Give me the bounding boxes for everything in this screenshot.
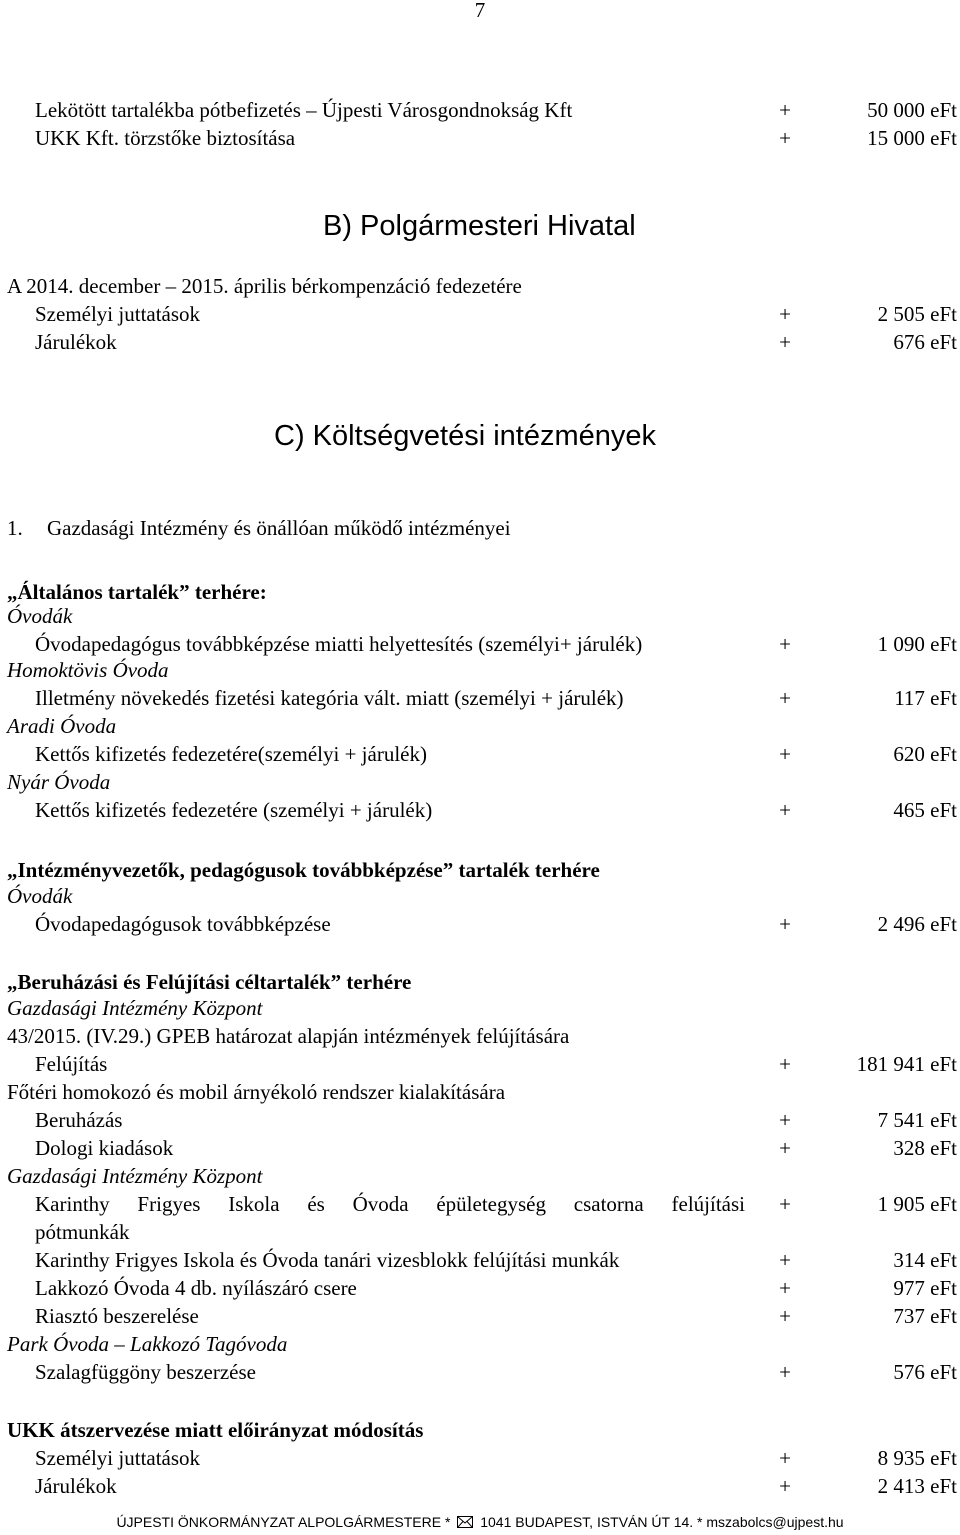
row-label: Kettős kifizetés fedezetére (személyi + járulék) xyxy=(35,798,433,822)
row-amount: 737 eFt xyxy=(893,1304,957,1328)
page-footer xyxy=(0,1512,960,1533)
row-label-continuation: pótmunkák xyxy=(35,1220,130,1244)
budget-row xyxy=(0,328,960,356)
row-label: Felújítás xyxy=(35,1052,108,1076)
row-amount: 181 941 eFt xyxy=(856,1052,957,1076)
row-sign: + xyxy=(779,1136,791,1160)
row-amount: 2 496 eFt xyxy=(877,912,957,936)
budget-row xyxy=(0,1106,960,1134)
row-sign: + xyxy=(779,1474,791,1498)
row-sign: + xyxy=(779,302,791,326)
row-sign: + xyxy=(779,98,791,122)
institution-name: Nyár Óvoda xyxy=(7,770,111,794)
row-sign: + xyxy=(779,742,791,766)
project-text: Főtéri homokozó és mobil árnyékoló rendszer kialakítására xyxy=(7,1080,506,1104)
budget-row xyxy=(0,300,960,328)
page-number: 7 xyxy=(474,0,486,22)
row-amount: 2 413 eFt xyxy=(877,1474,957,1498)
row-sign: + xyxy=(779,912,791,936)
row-label: Beruházás xyxy=(35,1108,123,1132)
row-sign: + xyxy=(779,330,791,354)
row-sign: + xyxy=(779,632,791,656)
row-amount: 620 eFt xyxy=(893,742,957,766)
institution-name: Homoktövis Óvoda xyxy=(7,658,169,682)
budget-row xyxy=(0,740,960,768)
footer-left: ÚJPESTI ÖNKORMÁNYZAT ALPOLGÁRMESTERE * xyxy=(116,1514,451,1530)
budget-row xyxy=(0,1246,960,1274)
budget-row xyxy=(0,96,960,124)
row-amount: 576 eFt xyxy=(893,1360,957,1384)
institution-name: Gazdasági Intézmény Központ xyxy=(7,1164,263,1188)
row-sign: + xyxy=(779,686,791,710)
budget-row xyxy=(0,1190,960,1218)
institution-name: Óvodák xyxy=(7,604,73,628)
row-label: Járulékok xyxy=(35,330,117,354)
row-amount: 117 eFt xyxy=(894,686,957,710)
row-amount: 328 eFt xyxy=(893,1136,957,1160)
row-amount: 7 541 eFt xyxy=(877,1108,957,1132)
budget-row xyxy=(0,1444,960,1472)
row-sign: + xyxy=(779,1192,791,1216)
institution-name: Park Óvoda – Lakkozó Tagóvoda xyxy=(7,1332,288,1356)
row-label: Riasztó beszerelése xyxy=(35,1304,199,1328)
row-amount: 15 000 eFt xyxy=(867,126,957,150)
row-label: Lekötött tartalékba pótbefizetés – Újpesti Városgondnokság Kft xyxy=(35,98,573,122)
section-b-heading: B) Polgármesteri Hivatal xyxy=(323,210,636,242)
row-label: Lakkozó Óvoda 4 db. nyílászáró csere xyxy=(35,1276,357,1300)
row-amount: 2 505 eFt xyxy=(877,302,957,326)
budget-row xyxy=(0,1472,960,1500)
resolution-text: 43/2015. (IV.29.) GPEB határozat alapján intézmények felújítására xyxy=(7,1024,570,1048)
budget-row xyxy=(0,1302,960,1330)
row-label: Óvodapedagógusok továbbképzése xyxy=(35,912,331,936)
row-label: Karinthy Frigyes Iskola és Óvoda épületegység csatorna felújítási xyxy=(35,1192,745,1216)
row-sign: + xyxy=(779,1276,791,1300)
row-sign: + xyxy=(779,1446,791,1470)
institution-name: Óvodák xyxy=(7,884,73,908)
row-amount: 676 eFt xyxy=(893,330,957,354)
row-sign: + xyxy=(779,1108,791,1132)
row-label: Szalagfüggöny beszerzése xyxy=(35,1360,256,1384)
row-label: Illetmény növekedés fizetési kategória vált. miatt (személyi + járulék) xyxy=(35,686,624,710)
reserve-title: „Intézményvezetők, pedagógusok továbbképzése” tartalék terhére xyxy=(7,858,600,882)
institution-name: Aradi Óvoda xyxy=(7,714,117,738)
ukk-title: UKK átszervezése miatt előirányzat módosítás xyxy=(7,1418,424,1442)
budget-row xyxy=(0,910,960,938)
section-c-heading: C) Költségvetési intézmények xyxy=(274,420,656,452)
row-sign: + xyxy=(779,1248,791,1272)
row-amount: 314 eFt xyxy=(893,1248,957,1272)
footer-right: 1041 BUDAPEST, ISTVÁN ÚT 14. * mszabolcs@ujpest.hu xyxy=(480,1514,844,1530)
row-label: Kettős kifizetés fedezetére(személyi + járulék) xyxy=(35,742,427,766)
row-sign: + xyxy=(779,1360,791,1384)
row-label: Személyi juttatások xyxy=(35,1446,201,1470)
row-amount: 50 000 eFt xyxy=(867,98,957,122)
row-label: Óvodapedagógus továbbképzése miatti helyettesítés (személyi+ járulék) xyxy=(35,632,643,656)
row-label: Személyi juttatások xyxy=(35,302,201,326)
row-sign: + xyxy=(779,126,791,150)
envelope-icon xyxy=(457,1513,473,1533)
row-amount: 977 eFt xyxy=(893,1276,957,1300)
row-amount: 8 935 eFt xyxy=(877,1446,957,1470)
budget-row xyxy=(0,684,960,712)
row-label: Járulékok xyxy=(35,1474,117,1498)
row-sign: + xyxy=(779,1304,791,1328)
budget-row xyxy=(0,796,960,824)
row-sign: + xyxy=(779,1052,791,1076)
institution-name: Gazdasági Intézmény Központ xyxy=(7,996,263,1020)
row-amount: 1 090 eFt xyxy=(877,632,957,656)
budget-row xyxy=(0,1050,960,1078)
subsection-title: Gazdasági Intézmény és önállóan működő intézményei xyxy=(47,516,511,540)
subsection-number: 1. xyxy=(7,516,23,540)
row-label: Dologi kiadások xyxy=(35,1136,174,1160)
row-sign: + xyxy=(779,798,791,822)
budget-row xyxy=(0,630,960,658)
budget-row xyxy=(0,1274,960,1302)
budget-row xyxy=(0,1134,960,1162)
row-amount: 1 905 eFt xyxy=(877,1192,957,1216)
budget-row xyxy=(0,124,960,152)
reserve-title: „Beruházási és Felújítási céltartalék” terhére xyxy=(7,970,412,994)
reserve-title: „Általános tartalék” terhére: xyxy=(7,580,267,604)
budget-row xyxy=(0,1358,960,1386)
row-label: Karinthy Frigyes Iskola és Óvoda tanári vizesblokk felújítási munkák xyxy=(35,1248,620,1272)
section-b-intro: A 2014. december – 2015. április bérkompenzáció fedezetére xyxy=(7,274,522,298)
row-label: UKK Kft. törzstőke biztosítása xyxy=(35,126,296,150)
row-amount: 465 eFt xyxy=(893,798,957,822)
